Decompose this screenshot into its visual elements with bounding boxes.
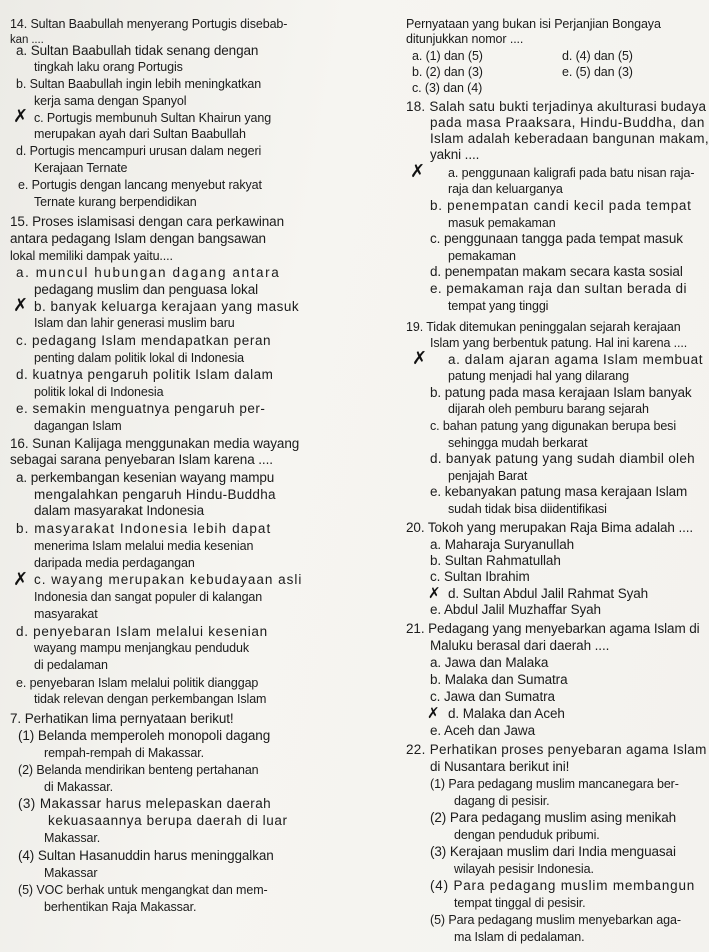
- q7-option-d: d. (4) dan (5): [562, 49, 633, 63]
- q7-statement-3-line-2: kekuasaannya berupa daerah di luar: [48, 813, 288, 828]
- q14-stem-line-2: kan ....: [10, 34, 44, 46]
- q19-option-e-line-2: sudah tidak bisa diidentifikasi: [448, 502, 607, 516]
- q21-stem-line-2: Maluku berasal dari daerah ....: [430, 638, 610, 653]
- q18-stem-line-2: pada masa Praaksara, Hindu-Buddha, dan: [430, 115, 705, 130]
- q14-option-c-line-2: merupakan ayah dari Sultan Baabullah: [34, 127, 246, 141]
- q15-stem-line-2: antara pedagang Islam dengan bangsawan: [10, 231, 266, 246]
- q7-statement-3-line-1: (3) Makassar harus melepaskan daerah: [18, 796, 272, 811]
- q16-option-d-line-1: d. penyebaran Islam melalui kesenian: [16, 624, 268, 639]
- q7-option-e: e. (5) dan (3): [562, 65, 633, 79]
- q20-option-d: d. Sultan Abdul Jalil Rahmat Syah: [448, 586, 649, 601]
- q22-statement-1-line-2: dagang di pesisir.: [454, 794, 550, 808]
- q18-option-c-line-2: pemakaman: [448, 249, 516, 263]
- q15-option-c-line-1: c. pedagang Islam mendapatkan peran: [16, 333, 272, 348]
- q16-option-d-line-2: wayang mampu menjangkau penduduk: [34, 641, 250, 655]
- q22-statement-5-line-2: ma Islam di pedalaman.: [454, 930, 585, 944]
- q19-option-d-line-1: d. banyak patung yang sudah diambil oleh: [430, 451, 695, 466]
- q16-option-c-line-2: Indonesia dan sangat populer di kalangan: [34, 590, 263, 604]
- answer-mark-icon: ✗: [427, 704, 440, 722]
- q7-statement-3-line-3: Makassar.: [44, 831, 101, 845]
- q20-option-c: c. Sultan Ibrahim: [430, 569, 530, 584]
- q7-statement-2-line-2: di Makassar.: [44, 780, 113, 794]
- q16-option-b-line-1: b. masyarakat Indonesia lebih dapat: [16, 521, 272, 536]
- q22-statement-2-line-2: dengan penduduk pribumi.: [454, 828, 600, 842]
- q19-option-a-line-2: patung menjadi hal yang dilarang: [448, 369, 629, 383]
- q7-question-line-1: Pernyataan yang bukan isi Perjanjian Bongaya: [406, 17, 661, 31]
- q7-option-a: a. (1) dan (5): [412, 49, 483, 63]
- q20-option-e: e. Abdul Jalil Muzhaffar Syah: [430, 602, 601, 617]
- q19-option-e-line-1: e. kebanyakan patung masa kerajaan Islam: [430, 484, 688, 499]
- answer-mark-icon: ✗: [412, 348, 428, 369]
- q14-option-a-line-2: tingkah laku orang Portugis: [34, 60, 183, 74]
- q18-option-c-line-1: c. penggunaan tangga pada tempat masuk: [430, 231, 683, 246]
- q18-option-d: d. penempatan makam secara kasta sosial: [430, 264, 683, 279]
- q14-option-b-line-2: kerja sama dengan Spanyol: [34, 94, 187, 108]
- q18-stem-line-4: yakni ....: [430, 147, 480, 162]
- q14-option-d-line-1: d. Portugis mencampuri urusan dalam negeri: [16, 144, 262, 158]
- q16-stem-line-1: 16. Sunan Kalijaga menggunakan media wayang: [10, 436, 300, 451]
- q14-option-e-line-2: Ternate kurang berpendidikan: [34, 195, 197, 209]
- answer-mark-icon: ✗: [13, 295, 29, 316]
- q22-statement-4-line-1: (4) Para pedagang muslim membangun: [430, 878, 696, 893]
- answer-mark-icon: ✗: [428, 584, 441, 602]
- q14-option-a-line-1: a. Sultan Baabullah tidak senang dengan: [16, 43, 259, 58]
- q20-option-b: b. Sultan Rahmatullah: [430, 553, 561, 568]
- q15-option-a-line-1: a. muncul hubungan dagang antara: [16, 265, 281, 280]
- q14-stem-line-1: 14. Sultan Baabullah menyerang Portugis disebab-: [10, 17, 288, 31]
- q7-statement-1-line-1: (1) Belanda memperoleh monopoli dagang: [18, 728, 271, 743]
- q19-option-b-line-2: dijarah oleh pemburu barang sejarah: [448, 402, 649, 416]
- q22-statement-1-line-1: (1) Para pedagang muslim mancanegara ber-: [430, 777, 679, 791]
- q22-stem-line-2: di Nusantara berikut ini!: [430, 759, 570, 774]
- q19-option-c-line-1: c. bahan patung yang digunakan berupa besi: [430, 419, 677, 433]
- q7-statement-5-line-1: (5) VOC berhak untuk mengangkat dan mem-: [18, 883, 268, 897]
- q7-statement-1-line-2: rempah-rempah di Makassar.: [44, 746, 204, 760]
- q16-option-a-line-1: a. perkembangan kesenian wayang mampu: [16, 470, 275, 485]
- q22-statement-3-line-2: wilayah pesisir Indonesia.: [454, 862, 594, 876]
- q19-stem-line-2: Islam yang berbentuk patung. Hal ini karena ....: [430, 336, 688, 350]
- q22-statement-5-line-1: (5) Para pedagang muslim menyebarkan aga-: [430, 913, 681, 927]
- q21-stem-line-1: 21. Pedagang yang menyebarkan agama Islam di: [406, 621, 700, 636]
- q15-option-d-line-2: politik lokal di Indonesia: [34, 385, 164, 399]
- q22-stem-line-1: 22. Perhatikan proses penyebaran agama Islam: [406, 742, 707, 757]
- q16-option-c-line-3: masyarakat: [34, 607, 98, 621]
- answer-mark-icon: ✗: [410, 161, 426, 182]
- q15-option-a-line-2: pedagang muslim dan penguasa lokal: [34, 282, 259, 297]
- q16-option-c-line-1: c. wayang merupakan kebudayaan asli: [34, 572, 303, 587]
- q14-option-e-line-1: e. Portugis dengan lancang menyebut rakyat: [18, 178, 262, 192]
- q20-option-a: a. Maharaja Suryanullah: [430, 537, 575, 552]
- q14-option-c-line-1: c. Portugis membunuh Sultan Khairun yang: [34, 111, 272, 125]
- q16-option-b-line-3: daripada media perdagangan: [34, 556, 195, 570]
- q20-stem: 20. Tokoh yang merupakan Raja Bima adalah ....: [406, 520, 694, 535]
- q21-option-c: c. Jawa dan Sumatra: [430, 689, 555, 704]
- q7-statement-4-line-1: (4) Sultan Hasanuddin harus meninggalkan: [18, 848, 274, 863]
- q14-option-b-line-1: b. Sultan Baabullah ingin lebih meningkatkan: [16, 77, 262, 91]
- q16-option-e-line-2: tidak relevan dengan perkembangan Islam: [34, 692, 267, 706]
- q18-stem-line-3: Islam adalah keberadaan bangunan makam,: [430, 131, 709, 146]
- q18-option-b-line-2: masuk pemakaman: [448, 216, 556, 230]
- q16-option-a-line-2: mengalahkan pengaruh Hindu-Buddha: [34, 487, 276, 502]
- q7-statement-4-line-2: Makassar: [44, 866, 98, 880]
- q21-option-e: e. Aceh dan Jawa: [430, 723, 535, 738]
- q22-statement-2-line-1: (2) Para pedagang muslim asing menikah: [430, 810, 677, 825]
- q7-statement-2-line-1: (2) Belanda mendirikan benteng pertahanan: [18, 763, 259, 777]
- q15-stem-line-3: lokal memiliki dampak yaitu....: [10, 249, 173, 263]
- q21-option-d: d. Malaka dan Aceh: [448, 706, 565, 721]
- q16-option-d-line-3: di pedalaman: [34, 658, 108, 672]
- q18-option-a-line-2: raja dan keluarganya: [448, 182, 563, 196]
- q21-option-a: a. Jawa dan Malaka: [430, 655, 549, 670]
- q19-option-b-line-1: b. patung pada masa kerajaan Islam banyak: [430, 385, 692, 400]
- q18-option-e-line-2: tempat yang tinggi: [448, 299, 549, 313]
- q16-option-e-line-1: e. penyebaran Islam melalui politik dianggap: [16, 676, 259, 690]
- q15-option-c-line-2: penting dalam politik lokal di Indonesia: [34, 351, 245, 365]
- q15-option-e-line-2: dagangan Islam: [34, 419, 122, 433]
- q15-option-d-line-1: d. kuatnya pengaruh politik Islam dalam: [16, 367, 274, 382]
- answer-mark-icon: ✗: [13, 106, 29, 127]
- q18-option-b-line-1: b. penempatan candi kecil pada tempat: [430, 198, 692, 213]
- q18-stem-line-1: 18. Salah satu bukti terjadinya akulturasi budaya: [406, 99, 707, 114]
- q7-statement-5-line-2: berhentikan Raja Makassar.: [44, 900, 197, 914]
- q16-stem-line-2: sebagai sarana penyebaran Islam karena ....: [10, 452, 273, 467]
- q22-statement-3-line-1: (3) Kerajaan muslim dari India menguasai: [430, 844, 676, 859]
- q19-option-a-line-1: a. dalam ajaran agama Islam membuat: [448, 352, 704, 367]
- q22-statement-4-line-2: tempat tinggal di pesisir.: [454, 896, 586, 910]
- q7-question-line-2: ditunjukkan nomor ....: [406, 32, 524, 46]
- q15-option-e-line-1: e. semakin menguatnya pengaruh per-: [16, 401, 266, 416]
- q19-option-c-line-2: sehingga mudah berkarat: [448, 436, 588, 450]
- answer-mark-icon: ✗: [13, 569, 29, 590]
- q19-option-d-line-2: penjajah Barat: [448, 469, 528, 483]
- q18-option-a-line-1: a. penggunaan kaligrafi pada batu nisan raja-: [448, 166, 695, 180]
- q14-option-d-line-2: Kerajaan Ternate: [34, 161, 128, 175]
- q7-option-c: c. (3) dan (4): [412, 81, 483, 95]
- q7-stem: 7. Perhatikan lima pernyataan berikut!: [10, 711, 234, 726]
- q21-option-b: b. Malaka dan Sumatra: [430, 672, 568, 687]
- q15-option-b-line-2: Islam dan lahir generasi muslim baru: [34, 316, 235, 330]
- q15-option-b-line-1: b. banyak keluarga kerajaan yang masuk: [34, 299, 300, 314]
- q18-option-e-line-1: e. pemakaman raja dan sultan berada di: [430, 281, 687, 296]
- q16-option-b-line-2: menerima Islam melalui media kesenian: [34, 539, 254, 553]
- q15-stem-line-1: 15. Proses islamisasi dengan cara perkawinan: [10, 214, 284, 229]
- q16-option-a-line-3: dalam masyarakat Indonesia: [34, 503, 204, 518]
- q19-stem-line-1: 19. Tidak ditemukan peninggalan sejarah kerajaan: [406, 320, 681, 334]
- q7-option-b: b. (2) dan (3): [412, 65, 483, 79]
